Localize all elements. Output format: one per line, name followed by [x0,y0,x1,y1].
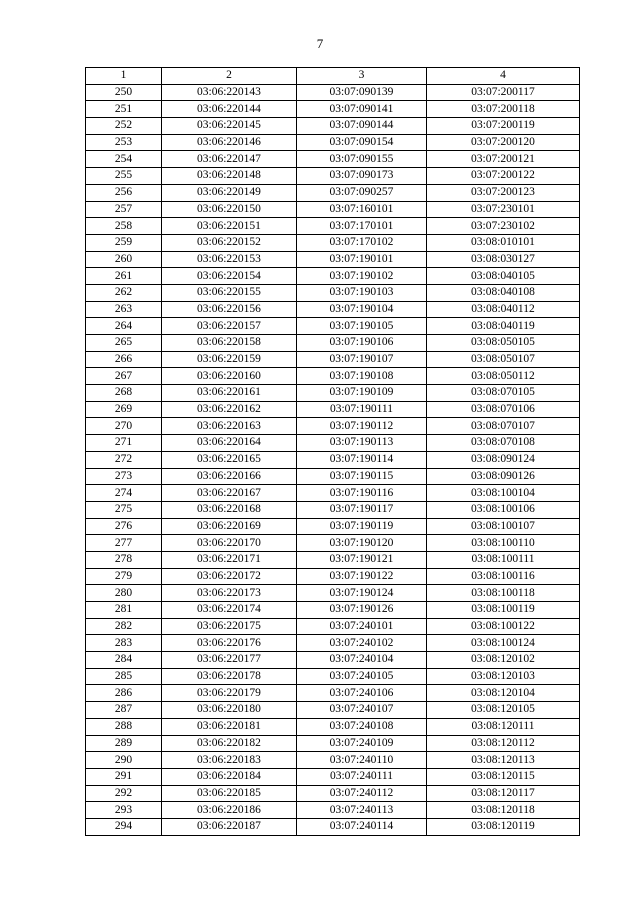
table-row [86,168,580,185]
row-number-cell: 290 [86,752,162,769]
column-3-cell: 03:07:240101 [297,618,427,635]
table-row [86,702,580,719]
column-3-cell: 03:07:090144 [297,118,427,135]
column-2-cell: 03:06:220174 [162,602,297,619]
column-3-cell: 03:07:190120 [297,535,427,552]
table-row [86,368,580,385]
row-number-cell: 294 [86,818,162,835]
column-4-cell: 03:08:040112 [427,301,580,318]
row-number-cell: 276 [86,518,162,535]
column-3-cell: 03:07:190108 [297,368,427,385]
table-row [86,218,580,235]
row-number-cell: 271 [86,435,162,452]
table-row [86,802,580,819]
column-3-cell: 03:07:090257 [297,184,427,201]
row-number-cell: 269 [86,401,162,418]
column-4-cell: 03:07:230102 [427,218,580,235]
row-number-cell: 254 [86,151,162,168]
column-4-cell: 03:08:100118 [427,585,580,602]
column-3-cell: 03:07:240109 [297,735,427,752]
column-4-cell: 03:08:120104 [427,685,580,702]
column-2-cell: 03:06:220145 [162,118,297,135]
column-3-cell: 03:07:240108 [297,718,427,735]
table-row [86,435,580,452]
table-row [86,418,580,435]
row-number-cell: 280 [86,585,162,602]
column-3-cell: 03:07:190102 [297,268,427,285]
row-number-cell: 286 [86,685,162,702]
column-3-cell: 03:07:190117 [297,501,427,518]
column-3-cell: 03:07:240104 [297,652,427,669]
column-4-cell: 03:08:100110 [427,535,580,552]
column-2-cell: 03:06:220180 [162,702,297,719]
column-4-cell: 03:08:010101 [427,234,580,251]
column-4-cell: 03:08:120103 [427,668,580,685]
row-number-cell: 289 [86,735,162,752]
row-number-cell: 274 [86,485,162,502]
column-3-cell: 03:07:240102 [297,635,427,652]
table-row [86,318,580,335]
row-number-cell: 272 [86,451,162,468]
column-4-cell: 03:08:070108 [427,435,580,452]
row-number-cell: 263 [86,301,162,318]
column-4-cell: 03:08:040119 [427,318,580,335]
column-4-cell: 03:08:100107 [427,518,580,535]
column-3-cell: 03:07:240105 [297,668,427,685]
table-header-row [86,68,580,85]
column-2-cell: 03:06:220168 [162,501,297,518]
row-number-cell: 257 [86,201,162,218]
row-number-cell: 283 [86,635,162,652]
column-3-cell: 03:07:190103 [297,284,427,301]
row-number-cell: 282 [86,618,162,635]
column-2-cell: 03:06:220143 [162,84,297,101]
column-3-cell: 03:07:090173 [297,168,427,185]
column-3-cell: 03:07:170101 [297,218,427,235]
row-number-cell: 268 [86,385,162,402]
column-4-cell: 03:08:120102 [427,652,580,669]
column-3-cell: 03:07:190121 [297,551,427,568]
table-row [86,301,580,318]
page-number: 7 [316,36,324,51]
column-2-cell: 03:06:220156 [162,301,297,318]
row-number-cell: 285 [86,668,162,685]
row-number-cell: 291 [86,768,162,785]
table-row [86,485,580,502]
table-row [86,551,580,568]
column-3-cell: 03:07:090154 [297,134,427,151]
table-row [86,652,580,669]
column-2-cell: 03:06:220152 [162,234,297,251]
column-2-cell: 03:06:220164 [162,435,297,452]
column-2-cell: 03:06:220178 [162,668,297,685]
table-row [86,284,580,301]
column-2-cell: 03:06:220173 [162,585,297,602]
column-2-cell: 03:06:220159 [162,351,297,368]
column-4-cell: 03:08:100104 [427,485,580,502]
row-number-cell: 255 [86,168,162,185]
column-4-cell: 03:08:120118 [427,802,580,819]
table-row [86,468,580,485]
row-number-cell: 253 [86,134,162,151]
row-number-cell: 287 [86,702,162,719]
row-number-cell: 277 [86,535,162,552]
column-3-cell: 03:07:240111 [297,768,427,785]
table-body [86,84,580,835]
table-row [86,718,580,735]
column-4-cell: 03:08:090126 [427,468,580,485]
column-2-cell: 03:06:220175 [162,618,297,635]
table-row [86,685,580,702]
column-3-cell: 03:07:190112 [297,418,427,435]
table-row [86,768,580,785]
column-header-1: 1 [86,68,162,85]
column-header-3: 3 [297,68,427,85]
column-4-cell: 03:08:100116 [427,568,580,585]
column-4-cell: 03:08:040108 [427,284,580,301]
column-3-cell: 03:07:090155 [297,151,427,168]
column-3-cell: 03:07:190116 [297,485,427,502]
row-number-cell: 258 [86,218,162,235]
column-3-cell: 03:07:190106 [297,335,427,352]
column-2-cell: 03:06:220176 [162,635,297,652]
table-row [86,201,580,218]
table-row [86,234,580,251]
column-3-cell: 03:07:190104 [297,301,427,318]
column-4-cell: 03:08:120119 [427,818,580,835]
table-row [86,668,580,685]
row-number-cell: 250 [86,84,162,101]
column-4-cell: 03:08:120113 [427,752,580,769]
row-number-cell: 292 [86,785,162,802]
table-row [86,568,580,585]
row-number-cell: 281 [86,602,162,619]
column-3-cell: 03:07:190122 [297,568,427,585]
column-2-cell: 03:06:220163 [162,418,297,435]
table-row [86,351,580,368]
row-number-cell: 267 [86,368,162,385]
row-number-cell: 261 [86,268,162,285]
table-row [86,251,580,268]
column-3-cell: 03:07:190114 [297,451,427,468]
column-2-cell: 03:06:220179 [162,685,297,702]
column-3-cell: 03:07:240107 [297,702,427,719]
column-4-cell: 03:07:200118 [427,101,580,118]
table-row [86,785,580,802]
column-4-cell: 03:07:200119 [427,118,580,135]
table-row [86,268,580,285]
column-3-cell: 03:07:240114 [297,818,427,835]
column-header-2: 2 [162,68,297,85]
row-number-cell: 259 [86,234,162,251]
column-4-cell: 03:07:230101 [427,201,580,218]
column-4-cell: 03:07:200117 [427,84,580,101]
row-number-cell: 293 [86,802,162,819]
table-row [86,752,580,769]
column-2-cell: 03:06:220183 [162,752,297,769]
column-4-cell: 03:07:200121 [427,151,580,168]
column-3-cell: 03:07:190105 [297,318,427,335]
column-2-cell: 03:06:220181 [162,718,297,735]
column-3-cell: 03:07:160101 [297,201,427,218]
column-2-cell: 03:06:220172 [162,568,297,585]
table-row [86,335,580,352]
column-2-cell: 03:06:220150 [162,201,297,218]
column-4-cell: 03:07:200120 [427,134,580,151]
column-3-cell: 03:07:190101 [297,251,427,268]
row-number-cell: 288 [86,718,162,735]
column-2-cell: 03:06:220154 [162,268,297,285]
table-row [86,385,580,402]
column-3-cell: 03:07:240110 [297,752,427,769]
column-3-cell: 03:07:090141 [297,101,427,118]
column-4-cell: 03:08:070107 [427,418,580,435]
column-4-cell: 03:08:050105 [427,335,580,352]
column-2-cell: 03:06:220147 [162,151,297,168]
column-4-cell: 03:08:100106 [427,501,580,518]
column-4-cell: 03:08:070106 [427,401,580,418]
column-2-cell: 03:06:220171 [162,551,297,568]
column-2-cell: 03:06:220170 [162,535,297,552]
table-row [86,618,580,635]
row-number-cell: 278 [86,551,162,568]
row-number-cell: 273 [86,468,162,485]
column-4-cell: 03:08:120111 [427,718,580,735]
row-number-cell: 265 [86,335,162,352]
table-row [86,501,580,518]
row-number-cell: 256 [86,184,162,201]
column-3-cell: 03:07:240113 [297,802,427,819]
row-number-cell: 266 [86,351,162,368]
column-4-cell: 03:08:030127 [427,251,580,268]
column-4-cell: 03:08:040105 [427,268,580,285]
column-2-cell: 03:06:220151 [162,218,297,235]
column-4-cell: 03:08:120117 [427,785,580,802]
column-2-cell: 03:06:220187 [162,818,297,835]
row-number-cell: 252 [86,118,162,135]
column-3-cell: 03:07:190124 [297,585,427,602]
column-4-cell: 03:08:100122 [427,618,580,635]
table-row [86,101,580,118]
column-4-cell: 03:08:050112 [427,368,580,385]
column-4-cell: 03:07:200123 [427,184,580,201]
table-row [86,118,580,135]
column-2-cell: 03:06:220185 [162,785,297,802]
column-2-cell: 03:06:220158 [162,335,297,352]
column-3-cell: 03:07:190115 [297,468,427,485]
column-2-cell: 03:06:220153 [162,251,297,268]
column-2-cell: 03:06:220166 [162,468,297,485]
column-3-cell: 03:07:190113 [297,435,427,452]
row-number-cell: 275 [86,501,162,518]
column-4-cell: 03:07:200122 [427,168,580,185]
row-number-cell: 251 [86,101,162,118]
column-2-cell: 03:06:220155 [162,284,297,301]
row-number-cell: 260 [86,251,162,268]
row-number-cell: 284 [86,652,162,669]
column-3-cell: 03:07:170102 [297,234,427,251]
column-4-cell: 03:08:050107 [427,351,580,368]
row-number-cell: 279 [86,568,162,585]
column-2-cell: 03:06:220149 [162,184,297,201]
column-4-cell: 03:08:100111 [427,551,580,568]
column-4-cell: 03:08:090124 [427,451,580,468]
table-row [86,151,580,168]
table-row [86,84,580,101]
column-3-cell: 03:07:190107 [297,351,427,368]
column-2-cell: 03:06:220144 [162,101,297,118]
table-row [86,818,580,835]
table-row [86,184,580,201]
table-row [86,735,580,752]
column-4-cell: 03:08:070105 [427,385,580,402]
table-row [86,635,580,652]
column-2-cell: 03:06:220148 [162,168,297,185]
table-row [86,535,580,552]
column-4-cell: 03:08:100124 [427,635,580,652]
column-2-cell: 03:06:220157 [162,318,297,335]
column-2-cell: 03:06:220182 [162,735,297,752]
row-number-cell: 264 [86,318,162,335]
column-2-cell: 03:06:220177 [162,652,297,669]
column-3-cell: 03:07:240112 [297,785,427,802]
column-2-cell: 03:06:220146 [162,134,297,151]
table-row [86,451,580,468]
column-2-cell: 03:06:220186 [162,802,297,819]
table-row [86,518,580,535]
table-row [86,602,580,619]
column-3-cell: 03:07:190109 [297,385,427,402]
column-4-cell: 03:08:100119 [427,602,580,619]
column-2-cell: 03:06:220167 [162,485,297,502]
column-2-cell: 03:06:220165 [162,451,297,468]
column-3-cell: 03:07:090139 [297,84,427,101]
code-table [85,67,580,836]
table-row [86,134,580,151]
column-3-cell: 03:07:190111 [297,401,427,418]
table-row [86,401,580,418]
column-2-cell: 03:06:220169 [162,518,297,535]
table-row [86,585,580,602]
column-2-cell: 03:06:220160 [162,368,297,385]
column-4-cell: 03:08:120112 [427,735,580,752]
column-3-cell: 03:07:240106 [297,685,427,702]
column-3-cell: 03:07:190126 [297,602,427,619]
column-2-cell: 03:06:220162 [162,401,297,418]
column-3-cell: 03:07:190119 [297,518,427,535]
row-number-cell: 270 [86,418,162,435]
row-number-cell: 262 [86,284,162,301]
column-header-4: 4 [427,68,580,85]
column-2-cell: 03:06:220161 [162,385,297,402]
column-4-cell: 03:08:120115 [427,768,580,785]
column-2-cell: 03:06:220184 [162,768,297,785]
column-4-cell: 03:08:120105 [427,702,580,719]
